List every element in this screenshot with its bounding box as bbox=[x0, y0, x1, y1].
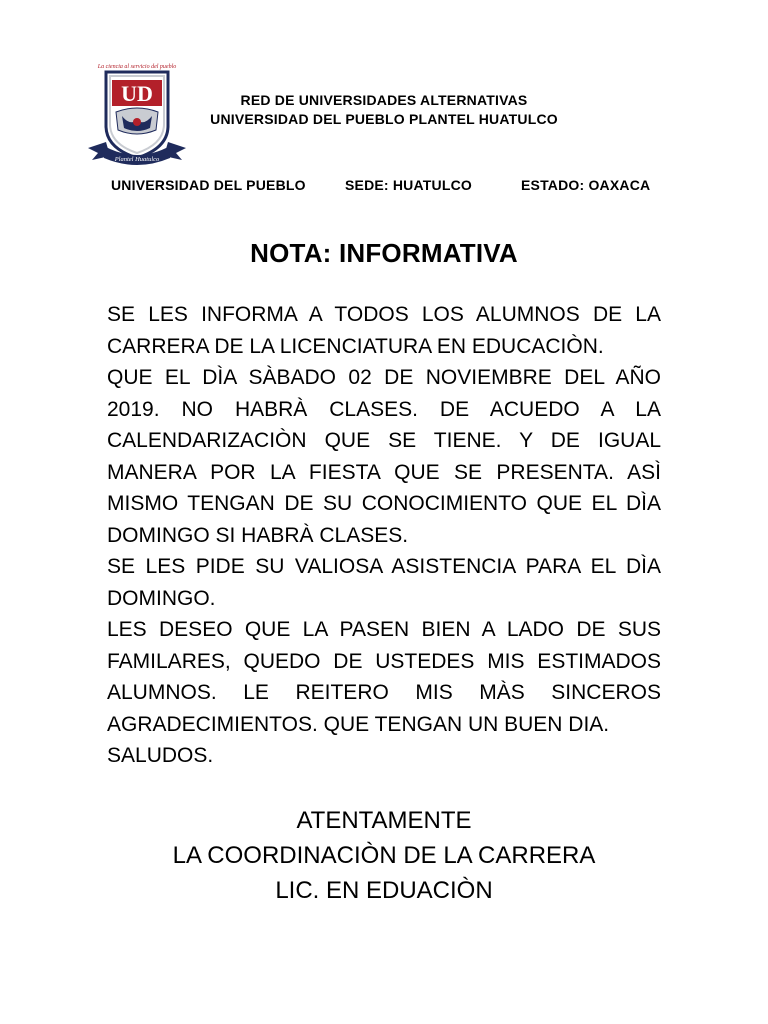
document-body bbox=[107, 299, 661, 772]
body-paragraph: LES DESEO QUE LA PASEN BIEN A LADO DE SUS FAMILARES, QUEDO DE USTEDES MIS ESTIMADOS ALUMNOS. LE REITERO MIS MÀS SINCEROS AGRADECIMIENTOS. QUE TENGAN UN BUEN DIA. bbox=[107, 618, 661, 736]
logo-motto: La ciencia al servicio del pueblo bbox=[97, 64, 177, 70]
document-title: NOTA: INFORMATIVA bbox=[250, 238, 518, 268]
header-campus-name: UNIVERSIDAD DEL PUEBLO PLANTEL HUATULCO bbox=[210, 111, 558, 127]
closing-salutation: ATENTAMENTE bbox=[296, 807, 472, 834]
logo-banner: Plantel Huatulco bbox=[114, 156, 160, 163]
header-sede: SEDE: HUATULCO bbox=[345, 177, 472, 193]
closing-block bbox=[0, 803, 768, 908]
body-paragraph: SALUDOS. bbox=[107, 744, 214, 767]
closing-signatory: LA COORDINACIÒN DE LA CARRERA bbox=[172, 842, 596, 869]
body-paragraph: SE LES PIDE SU VALIOSA ASISTENCIA PARA EL DÌA DOMINGO. bbox=[107, 555, 661, 610]
header-estado: ESTADO: OAXACA bbox=[521, 177, 651, 193]
body-paragraph: QUE EL DÌA SÀBADO 02 DE NOVIEMBRE DEL AÑO 2019. NO HABRÀ CLASES. DE ACUEDO A LA CALENDARIZACIÒN QUE SE TIENE. Y DE IGUAL MANERA POR LA FIESTA QUE SE PRESENTA. ASÌ MISMO TENGAN DE SU CONOCIMIENTO QUE EL DÌA DOMINGO SI HABRÀ CLASES. bbox=[107, 366, 661, 547]
header-network-name: RED DE UNIVERSIDADES ALTERNATIVAS bbox=[240, 92, 528, 108]
header-university: UNIVERSIDAD DEL PUEBLO bbox=[111, 177, 306, 193]
body-paragraph: SE LES INFORMA A TODOS LOS ALUMNOS DE LA CARRERA DE LA LICENCIATURA EN EDUCACIÒN. bbox=[107, 303, 661, 358]
closing-program: LIC. EN EDUACIÒN bbox=[275, 877, 493, 904]
logo-initials: UD bbox=[121, 81, 153, 106]
